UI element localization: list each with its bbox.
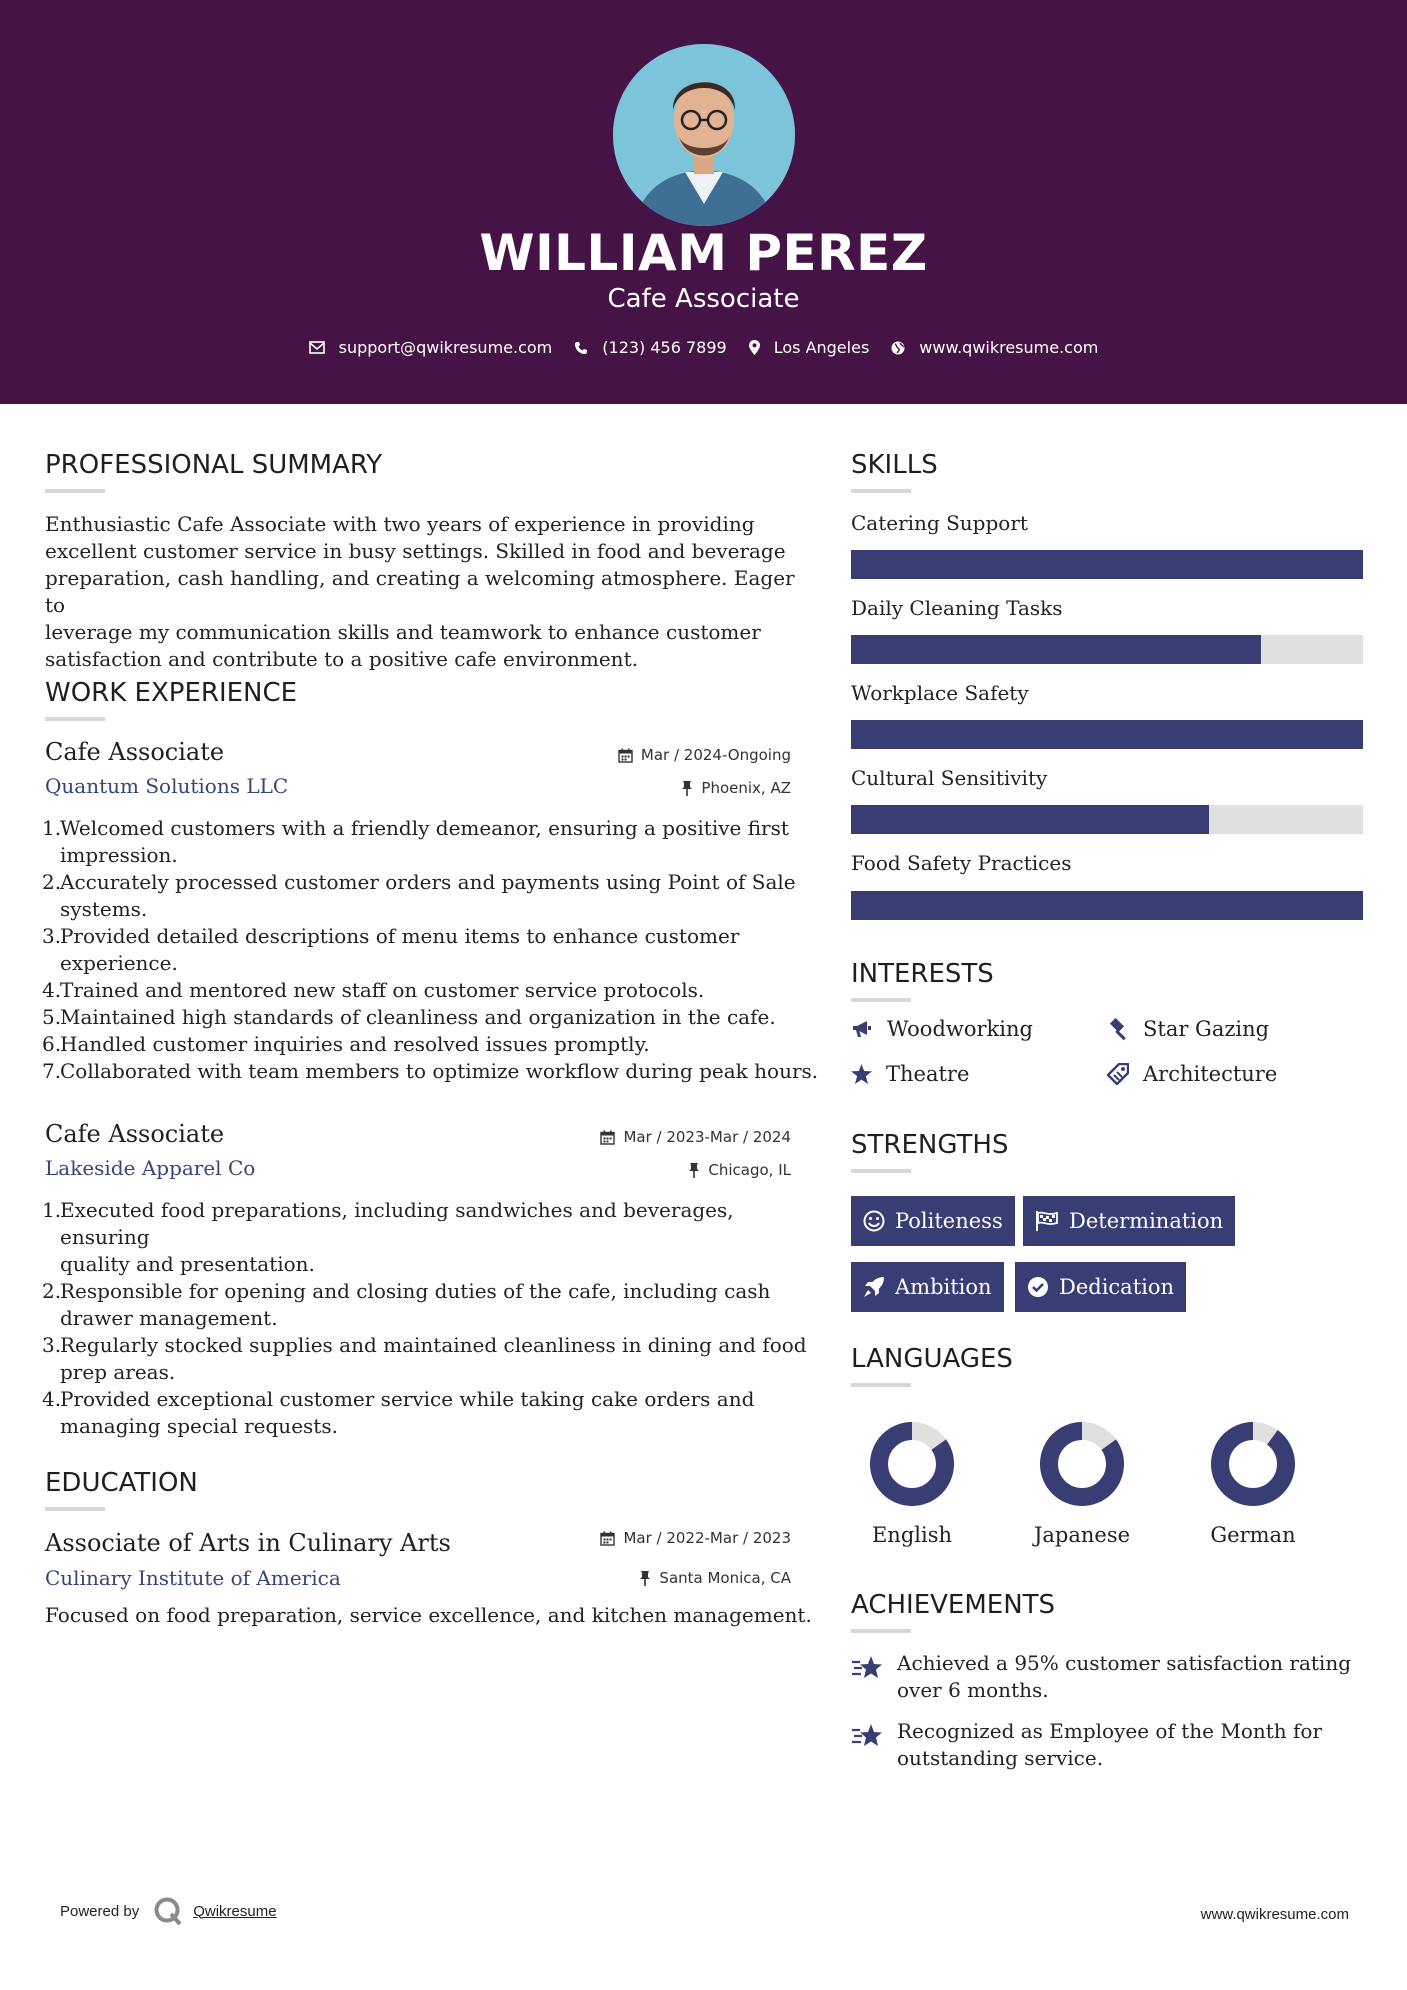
skill-bar <box>851 805 1363 834</box>
achievement-item <box>851 1718 1371 1772</box>
strength-label: Dedication <box>1059 1275 1175 1299</box>
education-description: Focused on food preparation, service excellence, and kitchen management. <box>45 1603 812 1627</box>
skill-bar <box>851 635 1363 664</box>
flag-icon <box>1035 1211 1059 1231</box>
language-donut <box>868 1420 956 1508</box>
interest-item <box>1107 1017 1269 1041</box>
strength-label: Politeness <box>895 1209 1003 1233</box>
job-company: Lakeside Apparel Co <box>45 1156 256 1180</box>
job-location <box>681 779 791 797</box>
strength-tag <box>1023 1196 1235 1246</box>
check-circle-icon <box>1027 1276 1049 1298</box>
job-title: Cafe Associate <box>45 1120 225 1148</box>
calendar-icon <box>618 748 633 763</box>
contact-phone[interactable] <box>574 338 726 357</box>
interest-label: Woodworking <box>887 1017 1033 1041</box>
list-item: 2. Accurately processed customer orders and payments using Point of Sale systems. <box>42 870 796 921</box>
summary-line: preparation, cash handling, and creating a welcoming atmosphere. Eager to <box>45 566 795 617</box>
summary-line: satisfaction and contribute to a positive cafe environment. <box>45 647 638 671</box>
education-dates-text: Mar / 2022-Mar / 2023 <box>623 1529 791 1547</box>
strength-label: Determination <box>1069 1209 1224 1233</box>
list-item: 4. Trained and mentored new staff on customer service protocols. <box>42 978 705 1002</box>
skill-label: Cultural Sensitivity <box>851 766 1048 790</box>
pushpin-icon <box>688 1163 700 1178</box>
list-item: 2. Responsible for opening and closing duties of the cafe, including cash drawer management. <box>42 1279 771 1330</box>
email-text: support@qwikresume.com <box>338 338 553 357</box>
contact-website[interactable] <box>891 338 1098 357</box>
summary-heading: PROFESSIONAL SUMMARY <box>45 450 383 480</box>
location-text: Los Angeles <box>773 338 870 357</box>
strength-tag <box>851 1196 1015 1246</box>
star-icon <box>851 1064 872 1084</box>
shooting-star-icon <box>851 1722 883 1748</box>
map-marker-icon <box>749 340 760 355</box>
summary-line: excellent customer service in busy settings. Skilled in food and beverage <box>45 539 786 563</box>
envelope-icon <box>309 341 325 354</box>
interest-label: Star Gazing <box>1143 1017 1270 1041</box>
list-item: 6. Handled customer inquiries and resolved issues promptly. <box>42 1032 650 1056</box>
skill-bar <box>851 550 1363 579</box>
achievements-heading: ACHIEVEMENTS <box>851 1590 1056 1620</box>
candidate-title: Cafe Associate <box>607 284 800 314</box>
gavel-icon <box>1107 1018 1129 1040</box>
achievements-underline <box>851 1629 911 1633</box>
job-dates-text: Mar / 2023-Mar / 2024 <box>623 1128 791 1146</box>
strength-label: Ambition <box>895 1275 992 1299</box>
job-dates <box>600 1128 791 1146</box>
tag-icon <box>1107 1063 1129 1085</box>
pushpin-icon <box>639 1571 651 1586</box>
footer-powered-by <box>60 1896 277 1926</box>
strength-tag <box>851 1262 1004 1312</box>
qwikresume-logo-icon <box>153 1896 183 1926</box>
summary-underline <box>45 489 105 493</box>
language-donut <box>1038 1420 1126 1508</box>
list-item: 1. Welcomed customers with a friendly demeanor, ensuring a positive first impression. <box>42 816 789 867</box>
skills-heading: SKILLS <box>851 450 938 480</box>
language-label: Japanese <box>1033 1523 1131 1547</box>
job-title: Cafe Associate <box>45 738 225 766</box>
candidate-name: WILLIAM PEREZ <box>479 224 928 282</box>
skill-bar <box>851 720 1363 749</box>
interest-label: Architecture <box>1143 1062 1278 1086</box>
interests-heading: INTERESTS <box>851 959 994 989</box>
job-bullets <box>42 815 822 1085</box>
school-name: Culinary Institute of America <box>45 1566 341 1590</box>
calendar-icon <box>600 1130 615 1145</box>
website-text: www.qwikresume.com <box>919 338 1099 357</box>
shooting-star-icon <box>851 1654 883 1680</box>
calendar-icon <box>600 1531 615 1546</box>
language-donut <box>1209 1420 1297 1508</box>
job-company: Quantum Solutions LLC <box>45 774 289 798</box>
interest-label: Theatre <box>886 1062 970 1086</box>
summary-line: leverage my communication skills and teamwork to enhance customer <box>45 620 761 644</box>
interest-item <box>851 1062 969 1086</box>
education-location <box>639 1569 791 1587</box>
skill-bar-fill <box>851 635 1261 664</box>
skill-bar-fill <box>851 805 1209 834</box>
contact-email[interactable] <box>309 338 553 357</box>
bullhorn-icon <box>851 1019 873 1039</box>
contact-location <box>749 338 870 357</box>
globe-icon <box>891 341 905 355</box>
qwikresume-link[interactable]: Qwikresume <box>193 1902 277 1920</box>
skills-underline <box>851 489 911 493</box>
language-label: English <box>871 1523 953 1547</box>
strength-tag <box>1015 1262 1186 1312</box>
summary-text <box>45 511 805 673</box>
skill-bar <box>851 891 1363 920</box>
education-location-text: Santa Monica, CA <box>659 1569 791 1587</box>
summary-line: Enthusiastic Cafe Associate with two years of experience in providing <box>45 512 755 536</box>
skill-label: Workplace Safety <box>851 681 1029 705</box>
languages-underline <box>851 1383 911 1387</box>
skill-label: Catering Support <box>851 511 1028 535</box>
achievement-item <box>851 1650 1371 1704</box>
achievement-text: Achieved a 95% customer satisfaction rating over 6 months. <box>897 1651 1352 1702</box>
skill-label: Food Safety Practices <box>851 851 1072 875</box>
footer-website[interactable]: www.qwikresume.com <box>1200 1906 1349 1923</box>
experience-heading: WORK EXPERIENCE <box>45 678 298 708</box>
degree-title: Associate of Arts in Culinary Arts <box>45 1529 451 1557</box>
phone-icon <box>574 341 588 355</box>
strengths-underline <box>851 1169 911 1173</box>
job-bullets <box>42 1197 822 1440</box>
education-dates <box>600 1529 791 1547</box>
languages-heading: LANGUAGES <box>851 1344 1013 1374</box>
experience-underline <box>45 717 105 721</box>
rocket-icon <box>863 1276 885 1298</box>
skill-bar-fill <box>851 720 1363 749</box>
resume-header <box>0 0 1407 404</box>
list-item: 3. Provided detailed descriptions of menu items to enhance customer experience. <box>42 924 740 975</box>
education-underline <box>45 1507 105 1511</box>
powered-by-text: Powered by <box>60 1902 140 1920</box>
skill-label: Daily Cleaning Tasks <box>851 596 1063 620</box>
job-dates-text: Mar / 2024-Ongoing <box>640 746 791 764</box>
achievement-text: Recognized as Employee of the Month for outstanding service. <box>897 1719 1323 1770</box>
education-heading: EDUCATION <box>45 1468 198 1498</box>
language-label: German <box>1210 1523 1296 1547</box>
pushpin-icon <box>681 781 693 796</box>
smile-icon <box>863 1210 885 1232</box>
job-location-text: Chicago, IL <box>708 1161 791 1179</box>
profile-photo <box>613 44 795 226</box>
job-location <box>688 1161 791 1179</box>
job-location-text: Phoenix, AZ <box>701 779 791 797</box>
skill-bar-fill <box>851 891 1363 920</box>
list-item: 5. Maintained high standards of cleanliness and organization in the cafe. <box>42 1005 776 1029</box>
list-item: 4. Provided exceptional customer service while taking cake orders and managing special requests. <box>42 1387 755 1438</box>
interest-item <box>1107 1062 1277 1086</box>
contact-bar <box>0 338 1407 357</box>
interest-item <box>851 1017 1033 1041</box>
skill-bar-fill <box>851 550 1363 579</box>
strengths-heading: STRENGTHS <box>851 1130 1009 1160</box>
interests-underline <box>851 998 911 1002</box>
phone-text: (123) 456 7899 <box>602 338 727 357</box>
list-item: 7. Collaborated with team members to optimize workflow during peak hours. <box>42 1059 819 1083</box>
job-dates <box>618 746 791 764</box>
list-item: 1. Executed food preparations, including sandwiches and beverages, ensuring quality and presentation. <box>42 1198 734 1276</box>
list-item: 3. Regularly stocked supplies and maintained cleanliness in dining and food prep areas. <box>42 1333 807 1384</box>
